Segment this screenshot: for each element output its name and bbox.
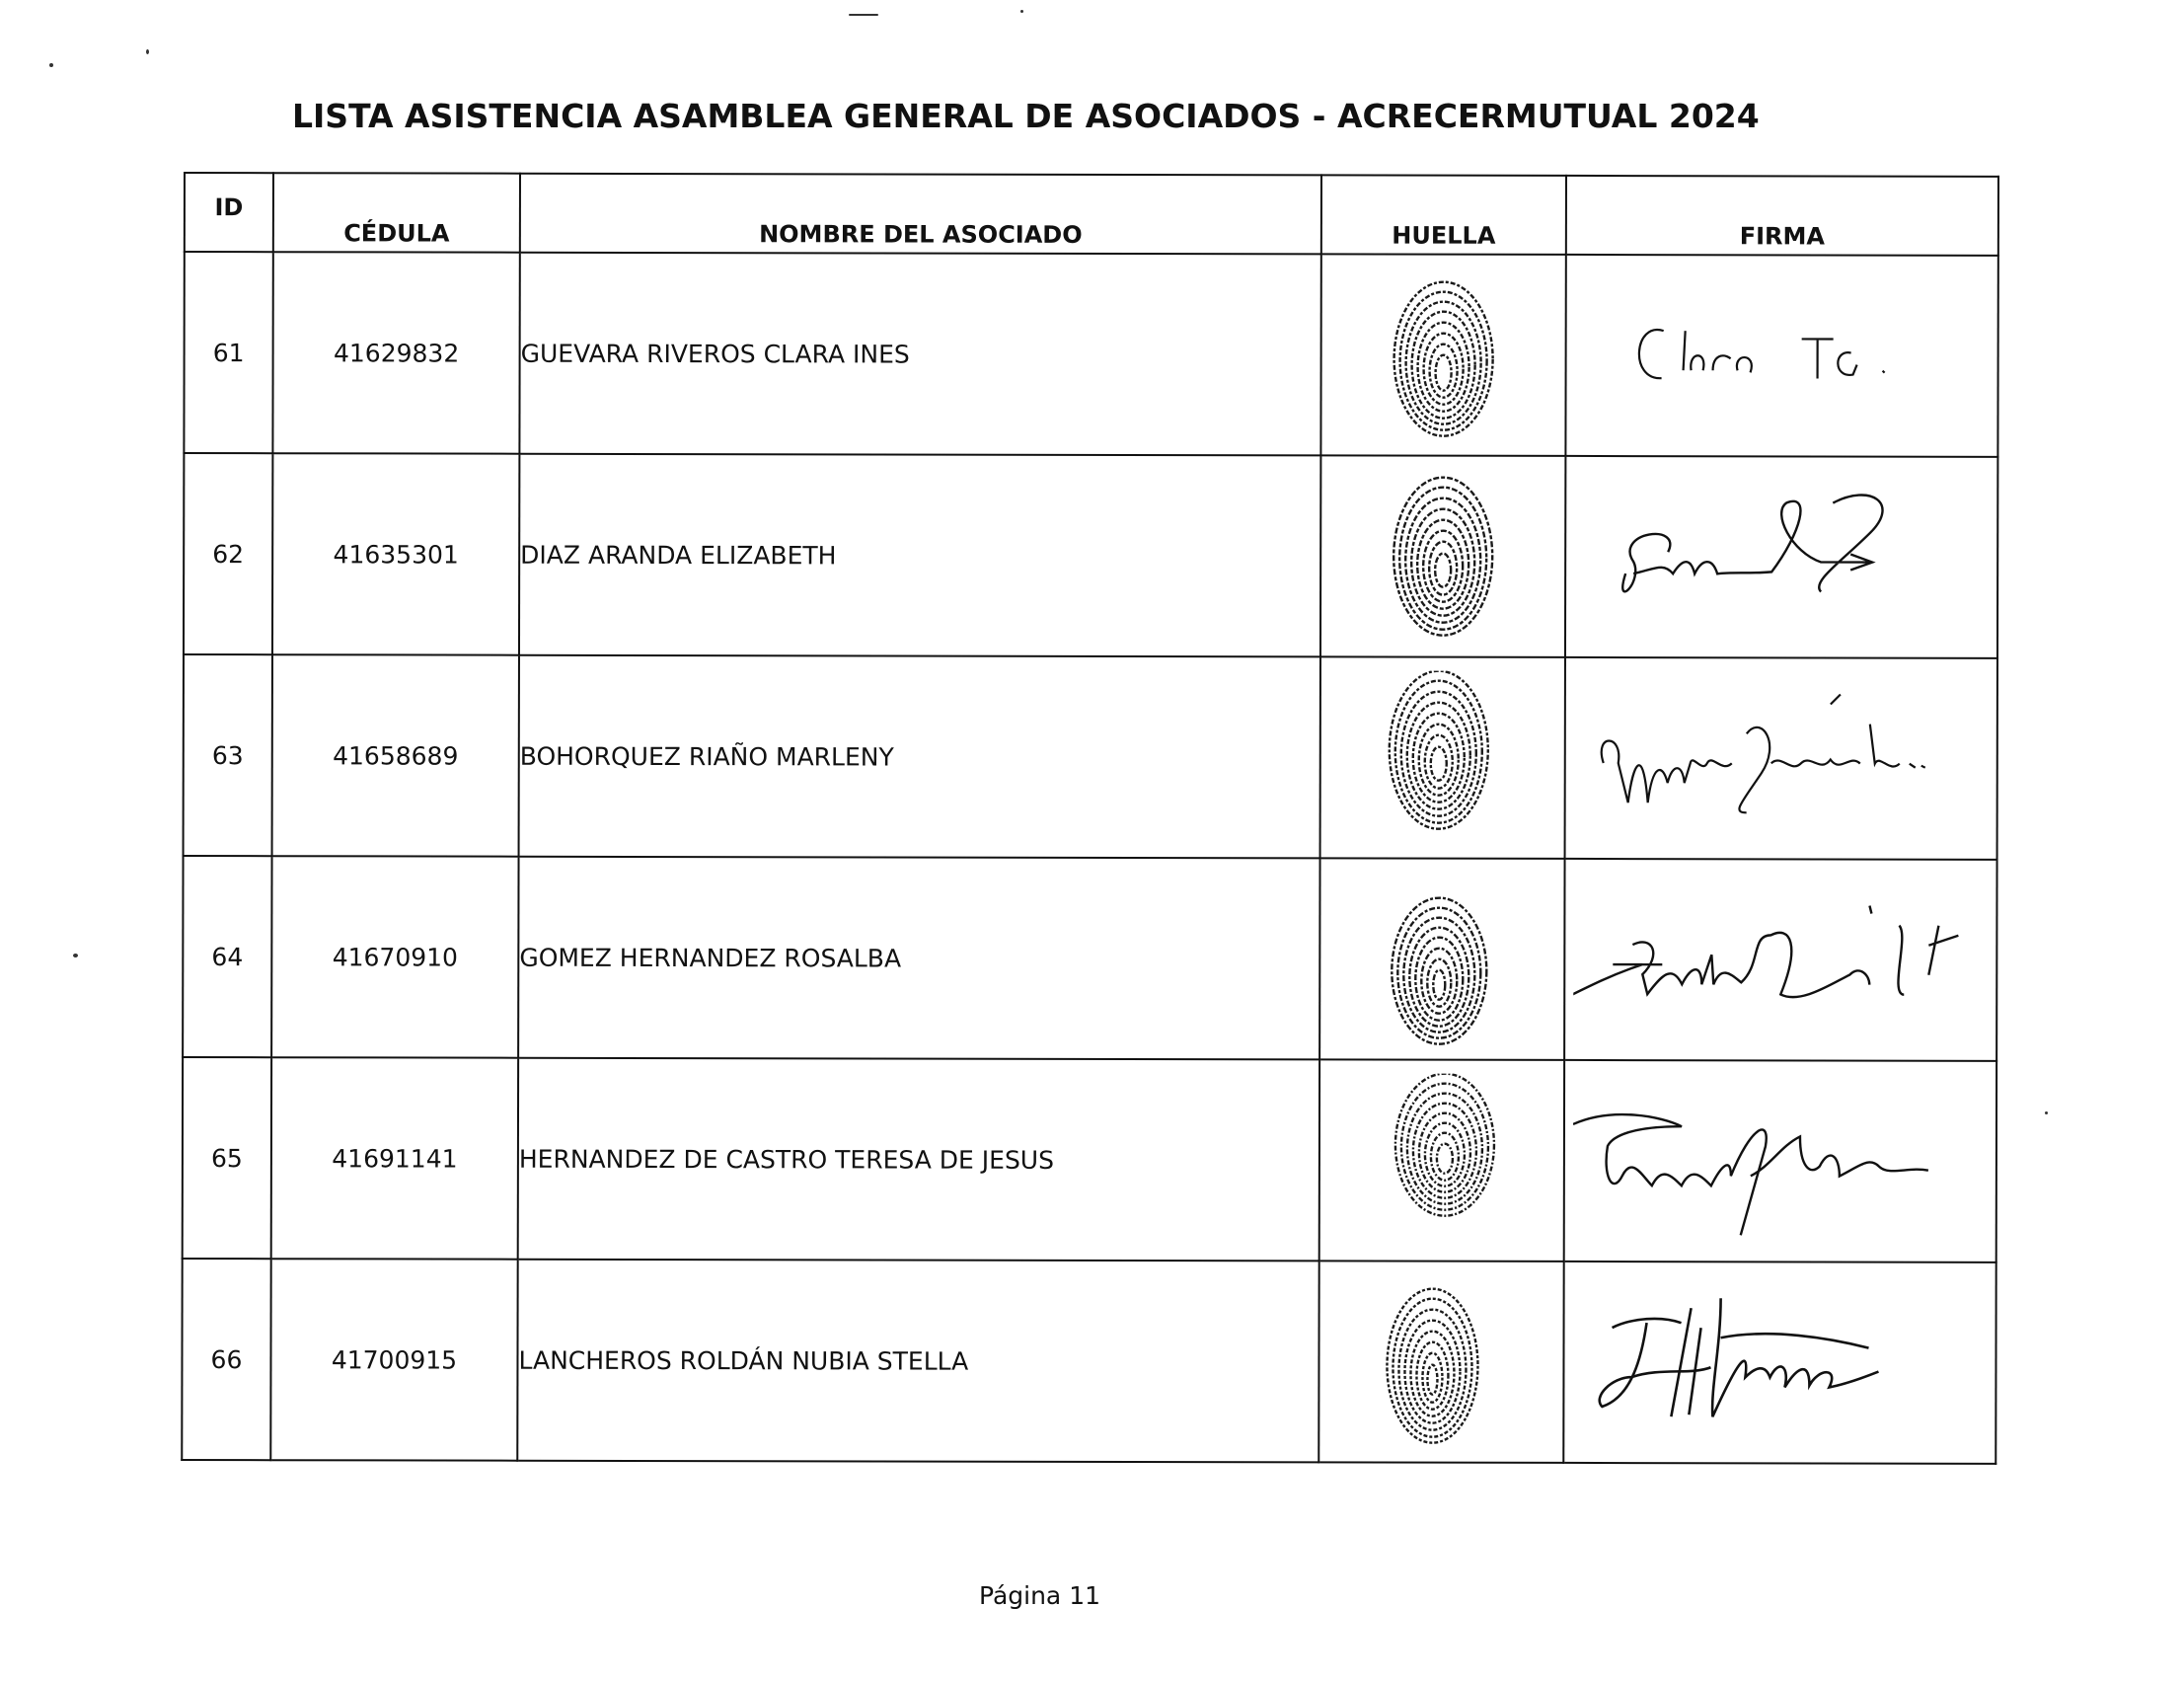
scan-speck [2045, 1111, 2048, 1114]
handwritten-signature [1574, 463, 1989, 651]
fingerprint-cell [1319, 1059, 1564, 1262]
row-cedula: 41670910 [271, 856, 518, 1058]
handwritten-signature [1572, 1268, 1987, 1457]
row-cedula: 41635301 [272, 453, 519, 655]
row-cedula: 41700915 [270, 1259, 517, 1461]
scan-speck [73, 954, 78, 957]
signature-cell [1563, 1262, 1996, 1464]
fingerprint-image [1385, 470, 1501, 644]
attendance-table [181, 172, 1999, 1465]
fingerprint-ridges [1393, 478, 1492, 636]
row-nombre: LANCHEROS ROLDÁN NUBIA STELLA [517, 1260, 1318, 1463]
header-id: ID [185, 173, 273, 252]
scan-speck [849, 14, 878, 16]
signature-cell [1565, 456, 1997, 658]
handwritten-signature [1573, 1067, 1988, 1256]
fingerprint-cell [1319, 858, 1564, 1060]
fingerprint-image [1385, 268, 1501, 442]
scan-speck [49, 63, 53, 67]
row-nombre: HERNANDEZ DE CASTRO TERESA DE JESUS [518, 1058, 1319, 1262]
fingerprint-cell [1318, 1261, 1563, 1463]
page-number: Página 11 [979, 1581, 1101, 1610]
table-header-row [185, 173, 1998, 256]
fingerprint-ridges [1392, 898, 1486, 1044]
table-row [183, 1057, 1996, 1262]
fingerprint-image [1383, 1275, 1499, 1449]
scan-speck [146, 49, 149, 54]
row-id: 65 [183, 1057, 271, 1259]
row-nombre: GUEVARA RIVEROS CLARA INES [519, 253, 1320, 456]
table-row [183, 856, 1996, 1061]
row-nombre: DIAZ ARANDA ELIZABETH [519, 454, 1320, 657]
signature-cell [1564, 1060, 1996, 1262]
header-cedula: CÉDULA [273, 173, 520, 253]
row-nombre: BOHORQUEZ RIAÑO MARLENY [519, 655, 1320, 859]
document-title: LISTA ASISTENCIA ASAMBLEA GENERAL DE ASOCIADOS - ACRECERMUTUAL 2024 [292, 97, 1760, 135]
row-id: 61 [184, 252, 272, 453]
signature-cell [1565, 657, 1997, 860]
fingerprint-cell [1320, 455, 1565, 657]
row-cedula: 41658689 [272, 654, 519, 857]
row-cedula: 41691141 [271, 1057, 518, 1260]
row-cedula: 41629832 [272, 252, 519, 454]
row-id: 62 [184, 453, 272, 654]
scan-speck [1020, 10, 1023, 13]
handwritten-signature [1573, 866, 1988, 1054]
table-row [182, 1259, 1996, 1464]
table-row [184, 453, 1997, 658]
table-row [184, 252, 1997, 457]
fingerprint-ridges [1395, 1074, 1494, 1216]
table-row [184, 654, 1997, 860]
fingerprint-image [1384, 873, 1500, 1046]
fingerprint-ridges [1393, 282, 1492, 436]
fingerprint-image [1384, 1074, 1500, 1248]
fingerprint-cell [1320, 254, 1565, 456]
signature-cell [1565, 255, 1997, 457]
fingerprint-ridges [1387, 1289, 1477, 1443]
handwritten-signature [1574, 664, 1989, 853]
fingerprint-ridges [1390, 671, 1488, 829]
row-id: 64 [183, 856, 271, 1057]
row-id: 63 [184, 654, 272, 856]
handwritten-signature [1574, 262, 1989, 450]
header-nombre: NOMBRE DEL ASOCIADO [520, 174, 1321, 255]
row-id: 66 [182, 1259, 270, 1460]
row-nombre: GOMEZ HERNANDEZ ROSALBA [518, 857, 1319, 1060]
header-huella: HUELLA [1321, 175, 1566, 255]
signature-cell [1564, 859, 1996, 1061]
fingerprint-image [1385, 671, 1501, 845]
header-firma: FIRMA [1566, 176, 1998, 256]
fingerprint-cell [1320, 656, 1565, 859]
